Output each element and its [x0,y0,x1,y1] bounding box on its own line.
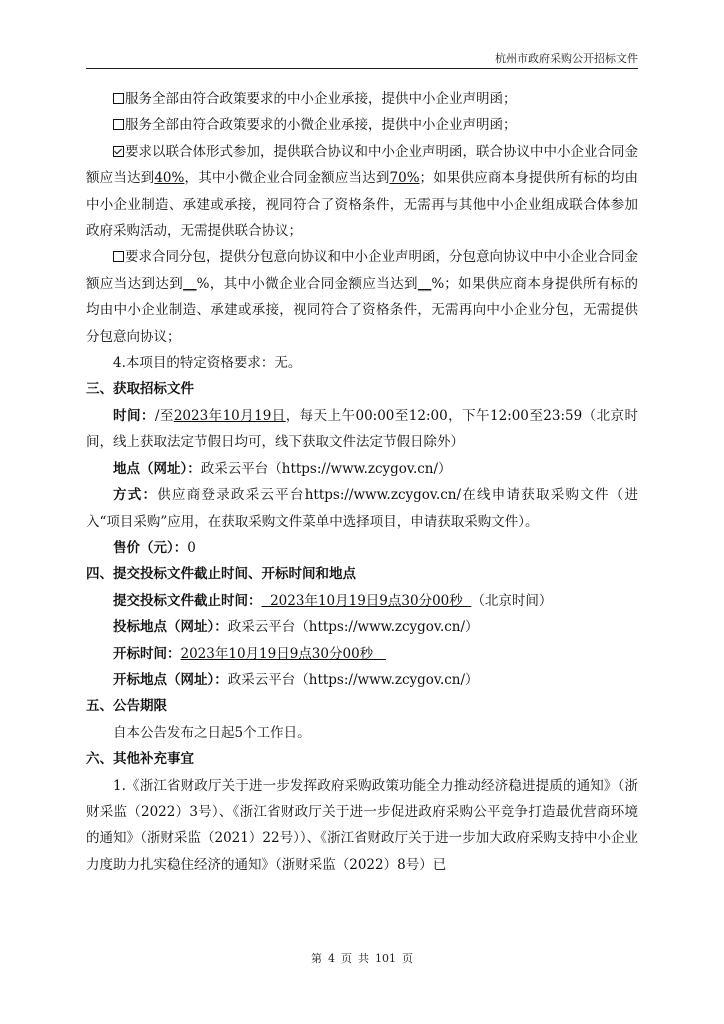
document-header: 杭州市政府采购公开招标文件 [495,52,638,65]
section-3-heading: 三、获取招标文件 [86,381,194,398]
obtain-price: 售价（元）：0 [113,539,196,556]
obtain-time: 时间：/至2023年10月19日，每天上午00:00至12:00，下午12:00至23:59（北京时间，线上获取法定节假日均可，线下获取文件法定节假日除外） [86,407,638,451]
section-5-heading: 五、公告期限 [86,698,167,715]
sme-option-c: 要求以联合体形式参加，提供联合协议和中小企业声明函，联合协议中中小企业合同金额应当达到40%，其中小微企业合同金额应当达到70%；如果供应商本身提供所有标的均由中小企业制造、承建或承接，视同符合了资格条件，无需再与其他中小企业组成联合体参加政府采购活动，无需提供联合协议； [86,143,639,240]
bid-deadline: 提交投标文件截止时间： 2023年10月19日9点30分00秒 （北京时间） [113,592,553,609]
open-place: 开标地点（网址）：政采云平台（https://www.zcygov.cn/） [113,671,479,688]
bid-place: 投标地点（网址）：政采云平台（https://www.zcygov.cn/） [113,619,479,636]
section-4-heading: 四、提交投标文件截止时间、开标时间和地点 [86,566,356,583]
supplementary-item-1: 1.《浙江省财政厅关于进一步发挥政府采购政策功能全力推动经济稳进提质的通知》（浙财采监（2022）3号）、《浙江省财政厅关于进一步促进政府采购公平竞争打造最优营商环境的通知》（浙财采监（2021）22号））、《浙江省财政厅关于进一步加大政府采购支持中小企业力度助力扎实稳住经济的通知》（浙财采监（2022）8号）已 [86,777,638,873]
checkbox-checked-icon [113,146,124,157]
sme-option-d: 要求合同分包，提供分包意向协议和中小企业声明函，分包意向协议中中小企业合同金额应当达到达到__%，其中小微企业合同金额应当达到__%；如果供应商本身提供所有标的均由中小企业制造、承建或承接，视同符合了资格条件，无需再向中小企业分包，无需提供分包意向协议； [86,249,639,345]
sme-option-b: 服务全部由符合政策要求的小微企业承接，提供中小企业声明函； [86,112,638,138]
notice-period: 自本公告发布之日起5个工作日。 [113,724,311,741]
obtain-method: 方式：供应商登录政采云平台https://www.zcygov.cn/在线申请获取采购文件（进入“项目采购”应用，在获取采购文件菜单中选择项目，申请获取采购文件）。 [86,487,638,530]
page-footer: 第 4 页 共 101 页 [311,952,413,965]
page-number: 4 [328,952,335,965]
qualification-item-4: 4.本项目的特定资格要求：无。 [113,355,302,372]
sme-option-a: 服务全部由符合政策要求的中小企业承接，提供中小企业声明函； [86,86,638,112]
header-rule [86,68,638,69]
page-total: 101 [375,952,396,965]
checkbox-unchecked-icon [113,119,124,130]
obtain-place: 地点（网址）：政采云平台（https://www.zcygov.cn/） [113,460,452,477]
open-time: 开标时间：2023年10月19日9点30分00秒 [113,645,387,662]
document-body [86,86,638,878]
checkbox-unchecked-icon [113,93,124,104]
section-6-heading: 六、其他补充事宜 [86,751,194,768]
checkbox-unchecked-icon [113,251,124,262]
